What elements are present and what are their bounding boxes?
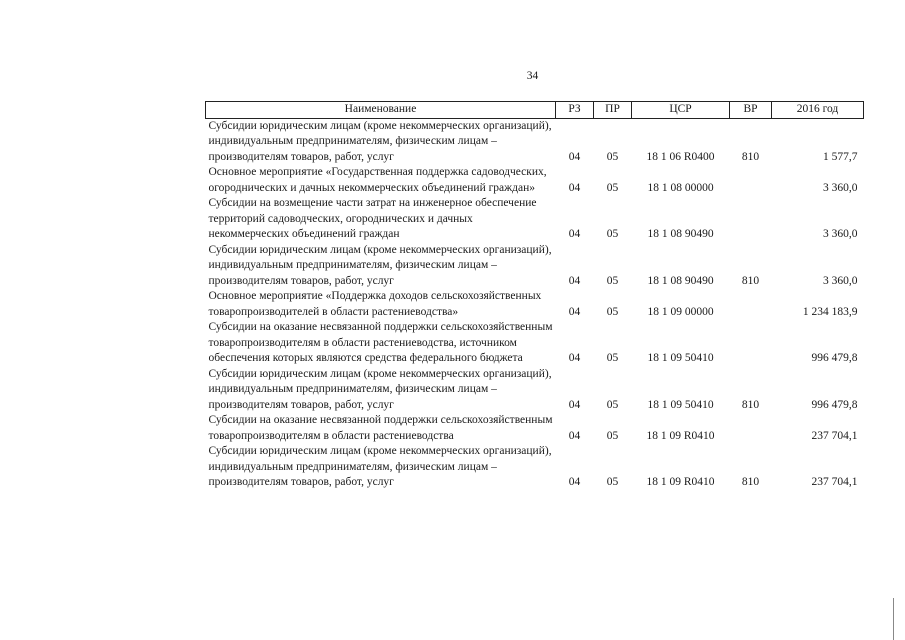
- cell-csr: 18 1 09 00000: [647, 305, 714, 318]
- page-number: 34: [526, 70, 539, 82]
- cell-name: Основное мероприятие «Поддержка доходов сельскохозяйственных товаропроизводителей в области растениеводства»: [208, 290, 542, 318]
- cell-name: Субсидии юридическим лицам (кроме некоммерческих организаций), индивидуальным предпринимателям, физическим лицам – производителям товаров, работ, услуг: [208, 367, 552, 411]
- cell-vr: [730, 413, 772, 444]
- table-row: [206, 196, 864, 243]
- cell-pr: 05: [606, 228, 619, 240]
- cell-rz: 04: [568, 150, 581, 163]
- cell-rz: 04: [568, 228, 581, 240]
- cell-name: Субсидии на оказание несвязанной поддержки сельскохозяйственным товаропроизводителям в области растениеводства, источником обеспечения которых являются средства федерального бюджета: [208, 321, 553, 364]
- cell-csr: 18 1 06 R0400: [646, 150, 715, 163]
- cell-sum: 3 360,0: [823, 274, 858, 287]
- cell-pr: 05: [606, 150, 619, 163]
- cell-vr: [730, 165, 772, 196]
- header-csr: ЦСР: [632, 102, 730, 119]
- cell-pr: 05: [606, 352, 619, 364]
- cell-rz: 04: [568, 352, 581, 364]
- cell-csr: 18 1 08 90490: [647, 228, 714, 240]
- table-row: [206, 320, 864, 367]
- table-header: [206, 102, 864, 119]
- cell-pr: 05: [606, 181, 619, 194]
- table-row: [206, 118, 864, 165]
- cell-vr: [730, 320, 772, 367]
- cell-sum: 1 234 183,9: [802, 305, 858, 318]
- cell-csr: 18 1 08 00000: [647, 181, 714, 194]
- header-row: [206, 102, 864, 119]
- cell-csr: 18 1 09 R0410: [646, 476, 715, 488]
- page-edge-mark: [893, 598, 894, 640]
- cell-csr: 18 1 09 50410: [647, 398, 714, 411]
- header-pr: ПР: [594, 102, 632, 119]
- cell-sum: 3 360,0: [823, 181, 858, 194]
- cell-sum: 996 479,8: [811, 352, 858, 364]
- table-body: [206, 118, 864, 491]
- cell-name: Субсидии на возмещение части затрат на инженерное обеспечение территорий садоводческих, огороднических и дачных некоммерческих объединений граждан: [208, 197, 537, 240]
- cell-csr: 18 1 09 R0410: [646, 429, 715, 442]
- cell-sum: 1 577,7: [823, 150, 858, 163]
- cell-name: Субсидии на оказание несвязанной поддержки сельскохозяйственным товаропроизводителям в области растениеводства: [208, 414, 553, 442]
- table-row: [206, 289, 864, 320]
- cell-vr: 810: [741, 150, 760, 163]
- cell-name: Субсидии юридическим лицам (кроме некоммерческих организаций), индивидуальным предпринимателям, физическим лицам – производителям товаров, работ, услуг: [208, 119, 552, 163]
- cell-rz: 04: [568, 398, 581, 411]
- cell-name: Субсидии юридическим лицам (кроме некоммерческих организаций), индивидуальным предпринимателям, физическим лицам – производителям товаров, работ, услуг: [208, 445, 552, 488]
- cell-sum: 237 704,1: [811, 429, 858, 442]
- table-row: [206, 413, 864, 444]
- header-vr: ВР: [730, 102, 772, 119]
- table-row: [206, 367, 864, 414]
- cell-vr: [730, 289, 772, 320]
- cell-csr: 18 1 09 50410: [647, 352, 714, 364]
- cell-vr: 810: [741, 398, 760, 411]
- cell-pr: 05: [606, 274, 619, 287]
- cell-pr: 05: [606, 429, 619, 442]
- cell-rz: 04: [568, 429, 581, 442]
- cell-rz: 04: [568, 476, 581, 488]
- cell-pr: 05: [606, 398, 619, 411]
- table-row: [206, 243, 864, 290]
- cell-rz: 04: [568, 305, 581, 318]
- cell-vr: [730, 196, 772, 243]
- cell-vr: 810: [741, 274, 760, 287]
- budget-table: [205, 101, 864, 491]
- cell-csr: 18 1 08 90490: [647, 274, 714, 287]
- cell-rz: 04: [568, 274, 581, 287]
- cell-pr: 05: [606, 305, 619, 318]
- cell-sum: 3 360,0: [823, 228, 858, 240]
- cell-rz: 04: [568, 181, 581, 194]
- cell-sum: 996 479,8: [811, 398, 858, 411]
- table-row: [206, 444, 864, 491]
- cell-name: Основное мероприятие «Государственная поддержка садоводческих, огороднических и дачных некоммерческих объединений граждан»: [208, 166, 547, 194]
- cell-vr: 810: [741, 476, 760, 488]
- table-row: [206, 165, 864, 196]
- cell-name: Субсидии юридическим лицам (кроме некоммерческих организаций), индивидуальным предпринимателям, физическим лицам – производителям товаров, работ, услуг: [208, 243, 552, 287]
- cell-sum: 237 704,1: [811, 476, 858, 488]
- header-sum: 2016 год: [772, 102, 864, 119]
- header-name: Наименование: [206, 102, 556, 119]
- cell-pr: 05: [606, 476, 619, 488]
- header-rz: РЗ: [556, 102, 594, 119]
